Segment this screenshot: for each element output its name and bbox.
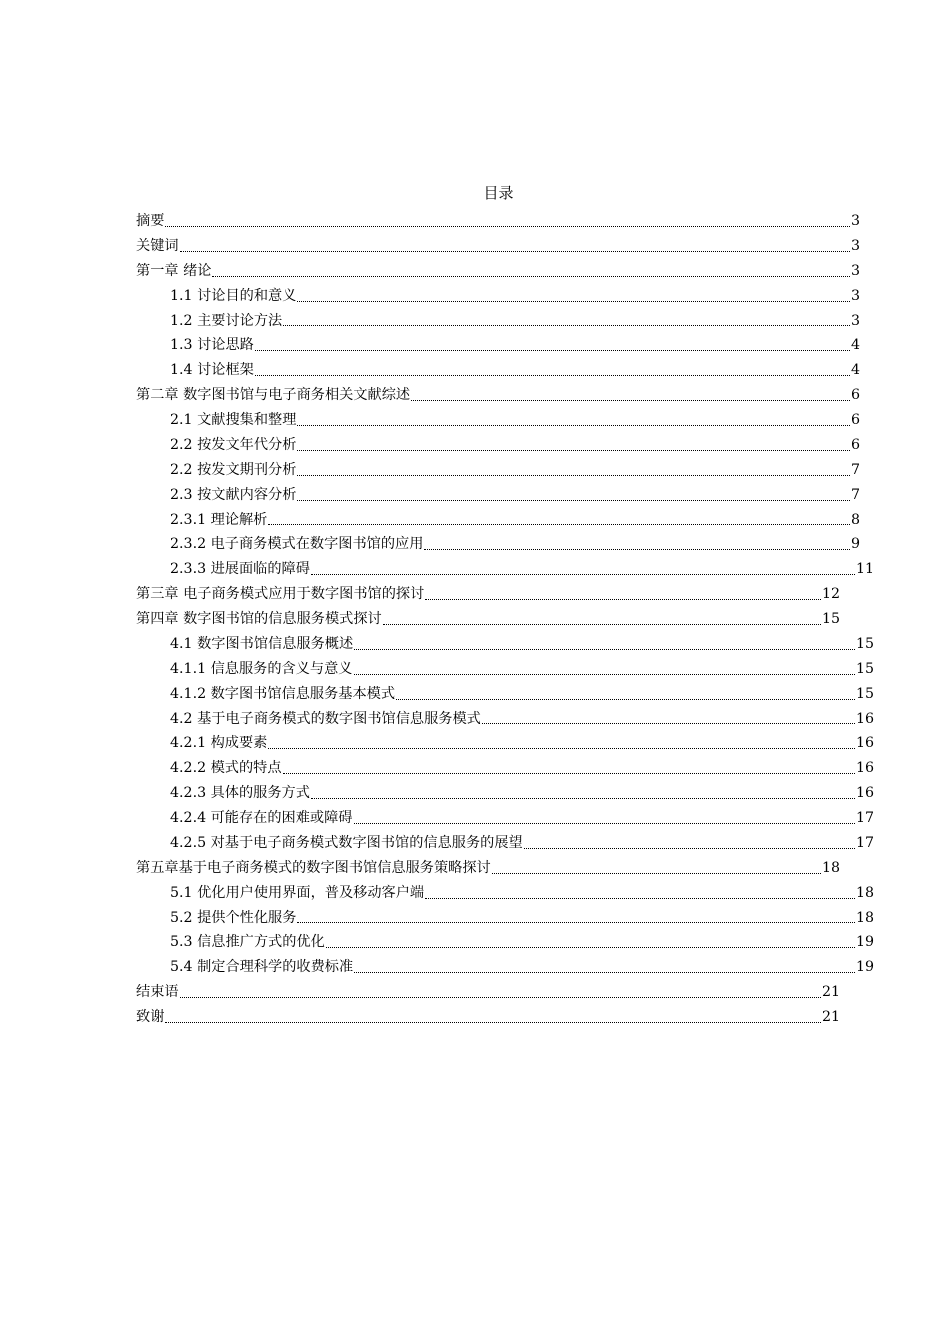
dot-leader [311, 797, 855, 799]
toc-entry-label: 4.2.2 模式的特点 [170, 760, 282, 777]
toc-entry-label: 2.1 文献搜集和整理 [170, 412, 297, 428]
toc-entry-label: 第五章基于电子商务模式的数字图书馆信息服务策略探讨 [136, 859, 491, 876]
toc-entry-label: 4.2.5 对基于电子商务模式数字图书馆的信息服务的展望 [170, 834, 523, 851]
toc-entry-label: 4.1.2 数字图书馆信息服务基本模式 [170, 685, 396, 702]
dot-leader [255, 374, 850, 376]
toc-entry-page-number: 16 [855, 785, 874, 802]
toc-entry-page-number: 4 [850, 337, 860, 354]
toc-entry[interactable] [136, 333, 860, 358]
dot-leader [165, 1021, 821, 1023]
toc-entry-label: 2.2 按发文年代分析 [170, 436, 297, 453]
toc-entry[interactable] [136, 483, 860, 508]
dot-leader [411, 399, 850, 401]
dot-leader [354, 822, 855, 824]
dot-leader [524, 847, 855, 849]
toc-entry[interactable] [136, 259, 860, 284]
toc-entry-label: 4.2.4 可能存在的困难或障碍 [170, 810, 353, 826]
toc-entry-page-number: 3 [850, 213, 860, 229]
dot-leader [283, 772, 855, 774]
toc-entry[interactable] [136, 756, 874, 781]
toc-entry-label: 关键词 [136, 237, 179, 254]
toc-entry-page-number: 17 [855, 834, 874, 851]
toc-entry[interactable] [136, 906, 874, 931]
dot-leader [297, 499, 850, 501]
toc-entry[interactable] [136, 856, 840, 881]
toc-entry[interactable] [136, 632, 874, 657]
toc-entry[interactable] [136, 532, 860, 557]
toc-entry[interactable] [136, 383, 860, 408]
toc-title: 目录 [483, 184, 514, 202]
toc-entry-page-number: 15 [821, 611, 840, 627]
toc-entry[interactable] [136, 831, 874, 856]
toc-entry-label: 5.4 制定合理科学的收费标准 [170, 959, 354, 976]
toc-entry[interactable] [136, 707, 874, 732]
dot-leader [297, 424, 850, 426]
toc-entry[interactable] [136, 657, 874, 682]
dot-leader [354, 673, 855, 675]
toc-entry-page-number: 3 [850, 287, 860, 304]
dot-leader [425, 897, 855, 899]
toc-entry-page-number: 7 [850, 486, 860, 503]
toc-entry-label: 摘要 [136, 213, 165, 229]
toc-entry[interactable] [136, 781, 874, 806]
toc-entry[interactable] [136, 607, 840, 632]
dot-leader [425, 598, 821, 600]
toc-entry-label: 1.2 主要讨论方法 [170, 312, 283, 329]
dot-leader [297, 300, 850, 302]
toc-entry[interactable] [136, 930, 874, 955]
toc-list [136, 209, 874, 1030]
toc-entry-page-number: 6 [850, 412, 860, 428]
toc-entry[interactable] [136, 682, 874, 707]
dot-leader [212, 275, 850, 277]
dot-leader [165, 225, 850, 227]
toc-entry-page-number: 18 [855, 884, 874, 901]
toc-entry[interactable] [136, 1005, 840, 1030]
toc-entry-label: 5.1 优化用户使用界面，普及移动客户端 [170, 884, 425, 901]
toc-entry[interactable] [136, 284, 860, 309]
toc-entry-label: 4.1 数字图书馆信息服务概述 [170, 635, 354, 652]
toc-entry-page-number: 15 [855, 685, 874, 702]
dot-leader [383, 623, 821, 625]
toc-entry-page-number: 12 [821, 586, 840, 603]
dot-leader [180, 250, 850, 252]
toc-entry-page-number: 17 [855, 810, 874, 826]
toc-entry-page-number: 18 [821, 859, 840, 876]
toc-entry-label: 致谢 [136, 1009, 165, 1025]
dot-leader [297, 921, 855, 923]
toc-entry-label: 5.3 信息推广方式的优化 [170, 934, 325, 951]
toc-entry-label: 1.3 讨论思路 [170, 337, 254, 354]
toc-entry-label: 2.2 按发文期刊分析 [170, 461, 297, 478]
dot-leader [268, 747, 855, 749]
toc-entry-page-number: 15 [855, 635, 874, 652]
dot-leader [482, 722, 855, 724]
toc-entry-page-number: 3 [850, 312, 860, 329]
toc-entry-label: 5.2 提供个性化服务 [170, 909, 297, 926]
toc-entry[interactable] [136, 209, 860, 234]
toc-entry[interactable] [136, 955, 874, 980]
toc-entry-label: 第二章 数字图书馆与电子商务相关文献综述 [136, 387, 411, 404]
toc-entry-page-number: 16 [855, 710, 874, 727]
toc-entry-page-number: 6 [850, 387, 860, 404]
toc-entry-label: 4.2.1 构成要素 [170, 735, 268, 752]
dot-leader [396, 698, 855, 700]
toc-entry-label: 2.3.2 电子商务模式在数字图书馆的应用 [170, 536, 424, 553]
toc-entry[interactable] [136, 358, 860, 383]
toc-entry-page-number: 18 [855, 909, 874, 926]
toc-entry-label: 第四章 数字图书馆的信息服务模式探讨 [136, 611, 382, 627]
toc-entry-label: 第三章 电子商务模式应用于数字图书馆的探讨 [136, 586, 425, 603]
toc-entry-page-number: 3 [850, 262, 860, 279]
toc-entry-page-number: 4 [850, 362, 860, 379]
toc-entry[interactable] [136, 309, 860, 334]
toc-entry-label: 第一章 绪论 [136, 262, 212, 279]
toc-entry[interactable] [136, 582, 840, 607]
toc-entry[interactable] [136, 881, 874, 906]
toc-entry-page-number: 21 [821, 984, 840, 1001]
toc-entry-page-number: 21 [821, 1009, 840, 1025]
toc-entry-label: 4.2.3 具体的服务方式 [170, 785, 310, 802]
toc-entry-page-number: 6 [850, 436, 860, 453]
toc-entry-page-number: 19 [855, 959, 874, 976]
dot-leader [311, 573, 855, 575]
toc-entry-label: 2.3 按文献内容分析 [170, 486, 297, 503]
toc-entry-label: 4.1.1 信息服务的含义与意义 [170, 660, 353, 677]
dot-leader [326, 946, 855, 948]
toc-entry[interactable] [136, 408, 860, 433]
toc-entry[interactable] [136, 458, 860, 483]
toc-entry-page-number: 3 [850, 237, 860, 254]
dot-leader [297, 449, 850, 451]
toc-entry[interactable] [136, 557, 874, 582]
toc-entry[interactable] [136, 433, 860, 458]
dot-leader [180, 996, 821, 998]
dot-leader [492, 872, 821, 874]
toc-entry-page-number: 19 [855, 934, 874, 951]
toc-entry-page-number: 11 [855, 561, 874, 578]
toc-entry-label: 1.4 讨论框架 [170, 362, 254, 379]
dot-leader [424, 548, 850, 550]
dot-leader [354, 971, 855, 973]
dot-leader [283, 324, 850, 326]
toc-entry-label: 结束语 [136, 984, 179, 1001]
toc-entry-label: 2.3.3 进展面临的障碍 [170, 561, 310, 578]
dot-leader [268, 523, 850, 525]
toc-entry-page-number: 16 [855, 735, 874, 752]
toc-entry[interactable] [136, 980, 840, 1005]
toc-entry-page-number: 16 [855, 760, 874, 777]
toc-entry[interactable] [136, 806, 874, 831]
toc-entry[interactable] [136, 234, 860, 259]
dot-leader [297, 474, 850, 476]
toc-entry-label: 2.3.1 理论解析 [170, 511, 268, 528]
toc-entry-page-number: 7 [850, 461, 860, 478]
toc-entry[interactable] [136, 508, 860, 533]
toc-entry-page-number: 9 [850, 536, 860, 553]
dot-leader [354, 648, 855, 650]
toc-entry-label: 4.2 基于电子商务模式的数字图书馆信息服务模式 [170, 710, 481, 727]
toc-entry-page-number: 15 [855, 660, 874, 677]
toc-entry[interactable] [136, 731, 874, 756]
dot-leader [255, 349, 850, 351]
toc-entry-label: 1.1 讨论目的和意义 [170, 287, 297, 304]
toc-entry-page-number: 8 [850, 511, 860, 528]
